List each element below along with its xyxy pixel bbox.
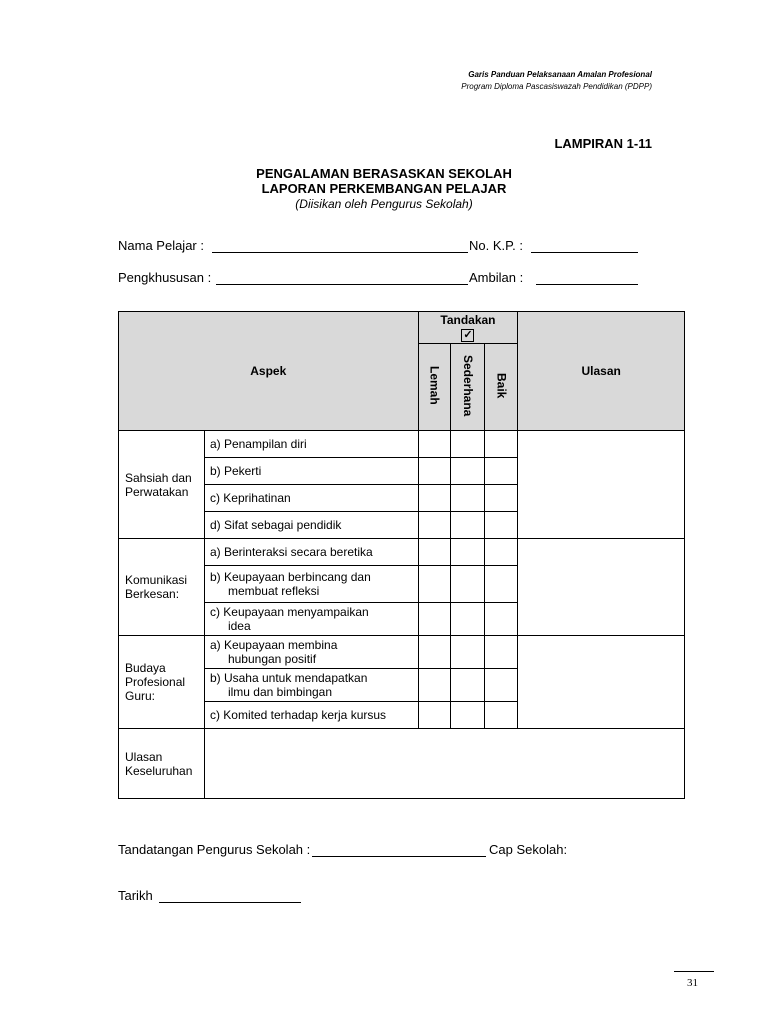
check-cell[interactable] — [451, 603, 485, 636]
check-cell[interactable] — [451, 539, 485, 566]
check-cell[interactable] — [451, 669, 485, 702]
item-berinteraksi: a) Berinteraksi secara beretika — [204, 539, 418, 566]
check-cell[interactable] — [418, 512, 451, 539]
check-cell[interactable] — [485, 603, 518, 636]
tandakan-header: Tandakan ✓ — [418, 312, 518, 344]
check-cell[interactable] — [485, 485, 518, 512]
title-line-1: PENGALAMAN BERASASKAN SEKOLAH — [256, 166, 512, 181]
sederhana-header: Sederhana — [451, 344, 485, 431]
title-line-2: LAPORAN PERKEMBANGAN PELAJAR — [261, 181, 507, 196]
no-kp-line[interactable] — [531, 252, 638, 253]
pengkhususan-line[interactable] — [216, 284, 468, 285]
document-subtitle: (Diisikan oleh Pengurus Sekolah) — [295, 197, 473, 211]
item-penampilan: a) Penampilan diri — [204, 431, 418, 458]
nama-pelajar-line[interactable] — [212, 252, 468, 253]
ambilan-label: Ambilan : — [469, 270, 524, 285]
check-cell[interactable] — [451, 512, 485, 539]
no-kp-label: No. K.P. : — [469, 238, 523, 253]
check-cell[interactable] — [418, 669, 451, 702]
page-number-rule — [674, 971, 714, 972]
ulasan-header: Ulasan — [518, 312, 685, 431]
check-cell[interactable] — [451, 566, 485, 603]
pengkhususan-label: Pengkhususan : — [118, 270, 212, 285]
cap-sekolah-label: Cap Sekolah: — [489, 842, 568, 857]
check-cell[interactable] — [485, 458, 518, 485]
check-cell[interactable] — [485, 431, 518, 458]
nama-pelajar-label: Nama Pelajar : — [118, 238, 204, 253]
baik-header: Baik — [485, 344, 518, 431]
item-sifat-pendidik: d) Sifat sebagai pendidik — [204, 512, 418, 539]
ulasan-keseluruhan-cell[interactable] — [204, 729, 684, 799]
check-cell[interactable] — [418, 458, 451, 485]
check-cell[interactable] — [485, 512, 518, 539]
check-cell[interactable] — [418, 636, 451, 669]
group-budaya: Budaya Profesional Guru: — [119, 636, 205, 729]
header-program-title: Program Diploma Pascasiswazah Pendidikan (PDPP) — [461, 82, 652, 91]
check-cell[interactable] — [485, 566, 518, 603]
ulasan-cell-komunikasi[interactable] — [518, 539, 685, 636]
checkbox-icon: ✓ — [463, 329, 473, 341]
ulasan-cell-budaya[interactable] — [518, 636, 685, 729]
ulasan-cell-sahsiah[interactable] — [518, 431, 685, 539]
check-cell[interactable] — [418, 603, 451, 636]
tandatangan-line[interactable] — [312, 856, 486, 857]
ambilan-line[interactable] — [536, 284, 638, 285]
item-kerja-kursus: c) Komited terhadap kerja kursus — [204, 702, 418, 729]
check-cell[interactable] — [418, 431, 451, 458]
page-number: 31 — [687, 977, 698, 989]
check-cell[interactable] — [451, 485, 485, 512]
group-komunikasi: Komunikasi Berkesan: — [119, 539, 205, 636]
check-cell[interactable] — [451, 458, 485, 485]
appendix-label: LAMPIRAN 1-11 — [554, 136, 652, 151]
group-sahsiah: Sahsiah dan Perwatakan — [119, 431, 205, 539]
item-hubungan-positif: a) Keupayaan membina hubungan positif — [204, 636, 418, 669]
tarikh-line[interactable] — [159, 902, 301, 903]
check-cell[interactable] — [451, 431, 485, 458]
item-menyampaikan-idea: c) Keupayaan menyampaikan idea — [204, 603, 418, 636]
tarikh-label: Tarikh — [118, 888, 153, 903]
check-cell[interactable] — [485, 539, 518, 566]
check-cell[interactable] — [418, 539, 451, 566]
item-keprihatinan: c) Keprihatinan — [204, 485, 418, 512]
check-cell[interactable] — [485, 669, 518, 702]
check-cell[interactable] — [485, 702, 518, 729]
item-berbincang: b) Keupayaan berbincang dan membuat refleksi — [204, 566, 418, 603]
document-title — [0, 166, 768, 196]
header-guideline-title: Garis Panduan Pelaksanaan Amalan Profesional — [468, 70, 652, 79]
aspek-header: Aspek — [119, 312, 419, 431]
check-cell[interactable] — [451, 702, 485, 729]
item-ilmu-bimbingan: b) Usaha untuk mendapatkan ilmu dan bimbingan — [204, 669, 418, 702]
item-pekerti: b) Pekerti — [204, 458, 418, 485]
check-cell[interactable] — [418, 485, 451, 512]
check-cell[interactable] — [485, 636, 518, 669]
check-cell[interactable] — [418, 566, 451, 603]
check-cell[interactable] — [451, 636, 485, 669]
check-cell[interactable] — [418, 702, 451, 729]
lemah-header: Lemah — [418, 344, 451, 431]
tandatangan-label: Tandatangan Pengurus Sekolah : — [118, 842, 311, 857]
ulasan-keseluruhan-label: Ulasan Keseluruhan — [119, 729, 205, 799]
evaluation-table — [118, 311, 685, 799]
